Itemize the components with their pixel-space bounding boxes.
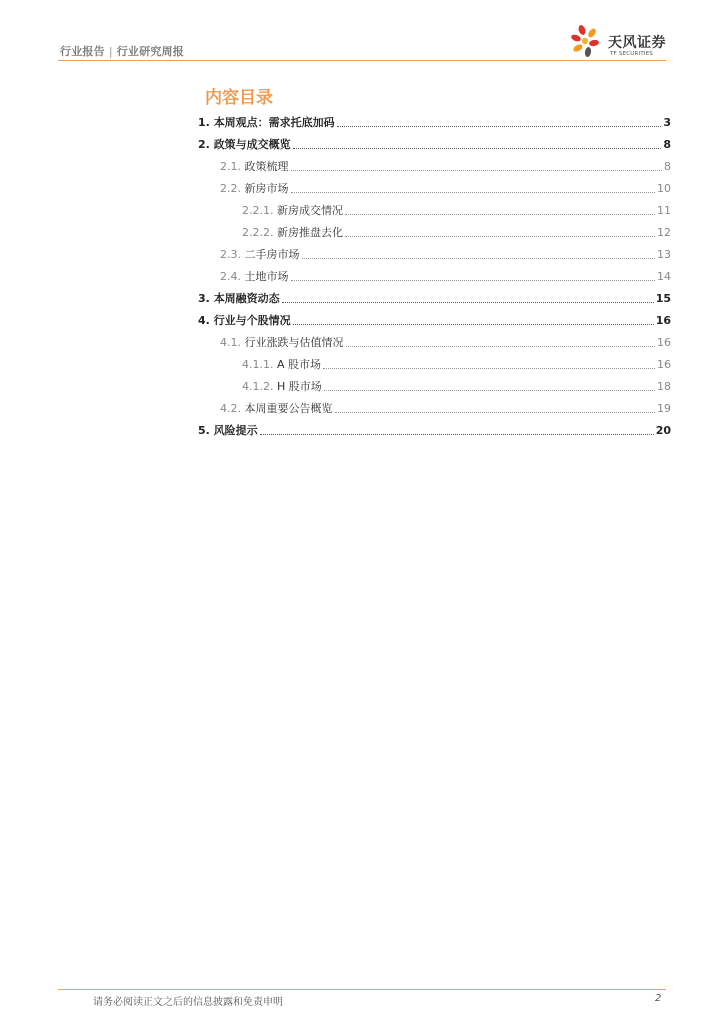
toc-entry-number: 4.2. [220,402,241,415]
toc-entry[interactable] [242,198,671,218]
toc-entry-page: 20 [655,424,671,437]
toc-entry-title: A 股市场 [277,358,322,371]
report-subtype: 行业研究周报 [116,45,184,58]
toc-entry-page: 13 [657,248,671,261]
toc-entry-number: 2.4. [220,270,241,283]
toc-entry-page: 19 [657,402,671,415]
report-header [60,43,184,59]
toc-entry-page: 16 [657,358,671,371]
toc-entry-page: 16 [655,314,671,327]
toc-entry-page: 12 [657,226,671,239]
toc-entry-title: 本周观点：需求托底加码 [213,116,335,129]
logo-name-cn: 天风证券 [608,35,666,51]
toc-entry[interactable] [198,110,671,130]
footer-disclaimer: 请务必阅读正文之后的信息披露和免责申明 [93,997,283,1008]
toc-leader [345,214,655,215]
toc-entry-number: 2.2.1. [242,204,274,217]
toc-leader [323,368,655,369]
toc-entry-title: 政策与成交概览 [213,138,291,151]
toc-entry-title: 本周融资动态 [213,292,280,305]
toc-leader [282,302,654,303]
toc-entry-title: 本周重要公告概览 [244,402,333,415]
toc-entry-title: 新房推盘去化 [277,226,343,239]
toc-entry-title: 政策梳理 [244,160,289,173]
toc-leader [345,236,655,237]
toc-entry-page: 3 [663,116,671,129]
toc-entry-number: 2.3. [220,248,241,261]
toc-leader [346,346,656,347]
logo-name-en: TF SECURITIES [610,51,654,57]
toc-entry-number: 2.2.2. [242,226,274,239]
toc-entry-title: 新房市场 [244,182,289,195]
toc-leader [324,390,655,391]
toc-entry-number: 3. [198,292,210,305]
toc-leader [337,126,662,127]
header-separator: | [108,45,113,58]
toc-title: 内容目录 [205,88,273,108]
toc-entry-number: 4.1. [220,336,241,349]
toc-entry-number: 4. [198,314,210,327]
toc-entry-title: 行业与个股情况 [213,314,291,327]
toc-leader [260,434,654,435]
report-type: 行业报告 [60,45,105,58]
toc-entry[interactable] [220,330,671,350]
toc-entry[interactable] [220,396,671,416]
toc-entry[interactable] [220,176,671,196]
toc-entry-number: 2. [198,138,210,151]
toc-entry[interactable] [198,132,671,152]
toc-entry-title: 风险提示 [213,424,258,437]
toc-entry[interactable] [198,418,671,438]
toc-leader [335,412,656,413]
toc-entry[interactable] [242,374,671,394]
footer-divider [58,989,666,990]
toc-entry-page: 14 [657,270,671,283]
toc-leader [291,192,656,193]
toc-entry[interactable] [220,154,671,174]
footer-page-number: 2 [655,993,662,1004]
toc-entry-number: 4.1.2. [242,380,274,393]
toc-entry[interactable] [198,308,671,328]
toc-leader [293,148,662,149]
toc-entry-number: 1. [198,116,210,129]
toc-leader [291,170,663,171]
toc-leader [302,258,656,259]
toc-entry-page: 8 [664,160,671,173]
toc-entry-title: 土地市场 [244,270,289,283]
toc-entry-title: 行业涨跌与估值情况 [244,336,344,349]
toc-entry-number: 2.1. [220,160,241,173]
toc-leader [293,324,654,325]
toc-entry[interactable] [220,242,671,262]
toc-entry-number: 4.1.1. [242,358,274,371]
toc-entry[interactable] [220,264,671,284]
toc-entry-title: 新房成交情况 [277,204,343,217]
company-logo [568,22,678,62]
toc-leader [291,280,656,281]
toc-entry-number: 2.2. [220,182,241,195]
toc-entry-page: 11 [657,204,671,217]
toc-entry-page: 18 [657,380,671,393]
header-divider [58,60,666,61]
toc-entry-page: 10 [657,182,671,195]
toc-entry[interactable] [198,286,671,306]
flower-logo-icon [568,22,608,62]
toc-entry-page: 8 [663,138,671,151]
toc-entry-title: H 股市场 [277,380,322,393]
toc-entry[interactable] [242,220,671,240]
toc-entry-page: 16 [657,336,671,349]
toc-entry-number: 5. [198,424,210,437]
toc-entry-page: 15 [655,292,671,305]
toc-entry-title: 二手房市场 [244,248,300,261]
toc-entry[interactable] [242,352,671,372]
